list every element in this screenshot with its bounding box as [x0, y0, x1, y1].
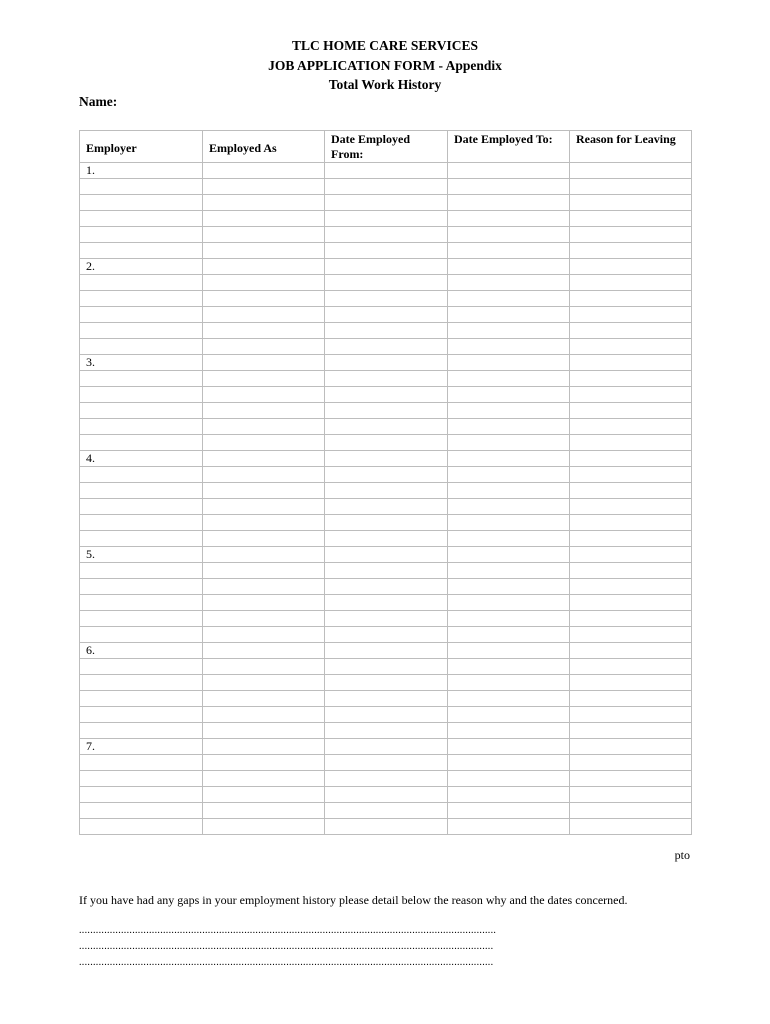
table-cell[interactable]	[570, 531, 692, 547]
table-cell[interactable]	[203, 707, 325, 723]
table-cell[interactable]	[325, 707, 448, 723]
table-cell[interactable]	[448, 643, 570, 659]
table-cell[interactable]	[325, 643, 448, 659]
table-cell[interactable]	[325, 227, 448, 243]
table-cell[interactable]	[448, 451, 570, 467]
table-cell[interactable]	[448, 355, 570, 371]
table-cell[interactable]	[203, 323, 325, 339]
table-row	[80, 659, 692, 675]
table-cell[interactable]	[570, 547, 692, 563]
table-cell[interactable]	[80, 435, 203, 451]
table-cell[interactable]	[325, 355, 448, 371]
table-cell[interactable]	[570, 435, 692, 451]
entry-number: 2.	[80, 259, 203, 275]
column-header-date-to: Date Employed To:	[448, 131, 570, 163]
table-cell[interactable]	[80, 243, 203, 259]
table-cell[interactable]	[325, 259, 448, 275]
table-cell[interactable]	[448, 707, 570, 723]
work-history-table	[79, 130, 692, 835]
entry-number: 7.	[80, 739, 203, 755]
table-cell[interactable]	[448, 579, 570, 595]
table-cell[interactable]	[325, 499, 448, 515]
table-row	[80, 179, 692, 195]
table-cell[interactable]	[80, 339, 203, 355]
table-cell[interactable]	[203, 307, 325, 323]
table-cell[interactable]	[570, 291, 692, 307]
table-row	[80, 323, 692, 339]
table-cell[interactable]	[203, 435, 325, 451]
section-title: Total Work History	[328, 77, 442, 92]
table-row	[80, 515, 692, 531]
table-cell[interactable]	[80, 211, 203, 227]
table-cell[interactable]	[570, 771, 692, 787]
table-cell[interactable]	[448, 323, 570, 339]
table-cell[interactable]	[325, 803, 448, 819]
table-cell[interactable]	[448, 163, 570, 179]
table-cell[interactable]	[203, 595, 325, 611]
table-cell[interactable]	[203, 387, 325, 403]
table-cell[interactable]	[203, 243, 325, 259]
table-cell[interactable]	[448, 531, 570, 547]
table-cell[interactable]	[325, 787, 448, 803]
table-cell[interactable]	[448, 259, 570, 275]
table-cell[interactable]	[80, 659, 203, 675]
table-cell[interactable]	[570, 259, 692, 275]
table-cell[interactable]	[570, 371, 692, 387]
table-row	[80, 259, 692, 275]
table-cell[interactable]	[570, 243, 692, 259]
table-cell[interactable]	[325, 291, 448, 307]
table-cell[interactable]	[325, 451, 448, 467]
table-cell[interactable]	[570, 499, 692, 515]
table-cell[interactable]	[448, 371, 570, 387]
table-cell[interactable]	[203, 163, 325, 179]
entry-number: 3.	[80, 355, 203, 371]
table-cell[interactable]	[203, 611, 325, 627]
table-cell[interactable]	[325, 515, 448, 531]
table-cell[interactable]	[80, 611, 203, 627]
table-cell[interactable]	[325, 819, 448, 835]
table-cell[interactable]	[448, 419, 570, 435]
table-cell[interactable]	[448, 387, 570, 403]
table-cell[interactable]	[325, 163, 448, 179]
table-cell[interactable]	[448, 291, 570, 307]
table-row	[80, 435, 692, 451]
table-cell[interactable]	[570, 739, 692, 755]
table-cell[interactable]	[203, 291, 325, 307]
table-cell[interactable]	[80, 723, 203, 739]
table-cell[interactable]	[203, 803, 325, 819]
table-cell[interactable]	[203, 227, 325, 243]
table-cell[interactable]	[325, 563, 448, 579]
table-cell[interactable]	[448, 803, 570, 819]
table-row	[80, 243, 692, 259]
table-cell[interactable]	[570, 723, 692, 739]
table-cell[interactable]	[570, 355, 692, 371]
table-row	[80, 419, 692, 435]
table-cell[interactable]	[203, 467, 325, 483]
column-header-reason-for-leaving: Reason for Leaving	[570, 131, 692, 163]
table-cell[interactable]	[325, 403, 448, 419]
table-cell[interactable]	[80, 419, 203, 435]
table-row	[80, 803, 692, 819]
table-cell[interactable]	[570, 659, 692, 675]
table-row	[80, 499, 692, 515]
table-row	[80, 339, 692, 355]
table-row	[80, 195, 692, 211]
table-cell[interactable]	[325, 387, 448, 403]
form-header	[0, 36, 770, 95]
table-cell[interactable]	[203, 483, 325, 499]
table-cell[interactable]	[325, 211, 448, 227]
table-cell[interactable]	[325, 547, 448, 563]
table-cell[interactable]	[448, 595, 570, 611]
table-cell[interactable]	[448, 563, 570, 579]
table-cell[interactable]	[570, 275, 692, 291]
table-cell[interactable]	[570, 211, 692, 227]
table-cell[interactable]	[80, 179, 203, 195]
table-cell[interactable]	[325, 323, 448, 339]
table-row	[80, 563, 692, 579]
table-cell[interactable]	[203, 547, 325, 563]
table-cell[interactable]	[325, 371, 448, 387]
table-cell[interactable]	[325, 579, 448, 595]
table-cell[interactable]	[325, 723, 448, 739]
table-cell[interactable]	[448, 787, 570, 803]
table-cell[interactable]	[570, 323, 692, 339]
table-cell[interactable]	[570, 819, 692, 835]
table-cell[interactable]	[203, 787, 325, 803]
table-cell[interactable]	[325, 771, 448, 787]
table-cell[interactable]	[448, 403, 570, 419]
table-cell[interactable]	[80, 563, 203, 579]
table-cell[interactable]	[80, 227, 203, 243]
table-cell[interactable]	[80, 675, 203, 691]
table-row	[80, 547, 692, 563]
table-row	[80, 675, 692, 691]
table-cell[interactable]	[448, 483, 570, 499]
table-cell[interactable]	[570, 707, 692, 723]
table-cell[interactable]	[203, 355, 325, 371]
table-cell[interactable]	[203, 643, 325, 659]
table-cell[interactable]	[203, 195, 325, 211]
table-cell[interactable]	[203, 739, 325, 755]
pto-note: pto	[674, 848, 690, 862]
table-cell[interactable]	[203, 771, 325, 787]
table-cell[interactable]	[80, 579, 203, 595]
table-cell[interactable]	[448, 691, 570, 707]
table-cell[interactable]	[80, 307, 203, 323]
table-cell[interactable]	[570, 803, 692, 819]
table-cell[interactable]	[570, 403, 692, 419]
table-cell[interactable]	[570, 563, 692, 579]
table-cell[interactable]	[203, 179, 325, 195]
table-cell[interactable]	[325, 435, 448, 451]
table-cell[interactable]	[448, 499, 570, 515]
table-cell[interactable]	[325, 659, 448, 675]
table-cell[interactable]	[80, 771, 203, 787]
table-cell[interactable]	[325, 275, 448, 291]
table-row	[80, 691, 692, 707]
table-cell[interactable]	[570, 787, 692, 803]
table-cell[interactable]	[80, 755, 203, 771]
table-cell[interactable]	[80, 371, 203, 387]
table-cell[interactable]	[325, 675, 448, 691]
table-cell[interactable]	[448, 275, 570, 291]
table-row	[80, 579, 692, 595]
table-cell[interactable]	[570, 675, 692, 691]
table-cell[interactable]	[570, 483, 692, 499]
answer-line-2[interactable]: ....................................................................................................................................................	[79, 942, 494, 952]
table-cell[interactable]	[448, 739, 570, 755]
table-cell[interactable]	[570, 579, 692, 595]
table-cell[interactable]	[80, 291, 203, 307]
table-cell[interactable]	[80, 803, 203, 819]
table-cell[interactable]	[80, 515, 203, 531]
table-cell[interactable]	[448, 307, 570, 323]
table-cell[interactable]	[448, 659, 570, 675]
table-cell[interactable]	[448, 195, 570, 211]
table-row	[80, 755, 692, 771]
table-cell[interactable]	[448, 547, 570, 563]
table-cell[interactable]	[325, 467, 448, 483]
table-cell[interactable]	[325, 691, 448, 707]
table-cell[interactable]	[448, 723, 570, 739]
table-cell[interactable]	[80, 531, 203, 547]
table-cell[interactable]	[203, 531, 325, 547]
table-cell[interactable]	[203, 419, 325, 435]
table-cell[interactable]	[448, 467, 570, 483]
table-cell[interactable]	[325, 307, 448, 323]
table-cell[interactable]	[448, 771, 570, 787]
table-row	[80, 227, 692, 243]
table-cell[interactable]	[325, 339, 448, 355]
table-cell[interactable]	[80, 467, 203, 483]
table-row	[80, 771, 692, 787]
table-cell[interactable]	[570, 467, 692, 483]
table-cell[interactable]	[80, 787, 203, 803]
table-cell[interactable]	[448, 755, 570, 771]
table-cell[interactable]	[570, 179, 692, 195]
table-row	[80, 163, 692, 179]
entry-number: 1.	[80, 163, 203, 179]
table-row	[80, 371, 692, 387]
table-row	[80, 819, 692, 835]
table-cell[interactable]	[570, 227, 692, 243]
table-header-row	[80, 131, 692, 163]
table-cell[interactable]	[80, 627, 203, 643]
table-cell[interactable]	[570, 627, 692, 643]
table-row	[80, 787, 692, 803]
column-header-date-from: Date Employed From:	[325, 131, 448, 163]
table-row	[80, 723, 692, 739]
table-cell[interactable]	[80, 275, 203, 291]
table-row	[80, 611, 692, 627]
table-cell[interactable]	[325, 627, 448, 643]
table-row	[80, 403, 692, 419]
table-row	[80, 627, 692, 643]
table-cell[interactable]	[203, 755, 325, 771]
table-cell[interactable]	[80, 403, 203, 419]
table-row	[80, 595, 692, 611]
table-cell[interactable]	[325, 595, 448, 611]
table-cell[interactable]	[80, 323, 203, 339]
table-row	[80, 275, 692, 291]
table-cell[interactable]	[570, 387, 692, 403]
table-cell[interactable]	[570, 307, 692, 323]
table-row	[80, 739, 692, 755]
table-cell[interactable]	[325, 195, 448, 211]
entry-number: 5.	[80, 547, 203, 563]
table-row	[80, 483, 692, 499]
table-cell[interactable]	[203, 659, 325, 675]
table-row	[80, 211, 692, 227]
table-cell[interactable]	[448, 515, 570, 531]
table-cell[interactable]	[448, 211, 570, 227]
table-cell[interactable]	[203, 515, 325, 531]
table-cell[interactable]	[80, 499, 203, 515]
table-cell[interactable]	[80, 387, 203, 403]
table-cell[interactable]	[448, 627, 570, 643]
table-cell[interactable]	[325, 243, 448, 259]
table-cell[interactable]	[448, 819, 570, 835]
answer-line-3[interactable]: ....................................................................................................................................................	[79, 958, 494, 968]
table-row	[80, 467, 692, 483]
name-label: Name:	[79, 94, 118, 109]
table-cell[interactable]	[448, 675, 570, 691]
table-cell[interactable]	[203, 211, 325, 227]
table-cell[interactable]	[325, 739, 448, 755]
table-cell[interactable]	[570, 643, 692, 659]
table-cell[interactable]	[203, 675, 325, 691]
form-title: JOB APPLICATION FORM - Appendix	[268, 57, 502, 73]
table-cell[interactable]	[570, 515, 692, 531]
table-cell[interactable]	[325, 611, 448, 627]
table-cell[interactable]	[203, 499, 325, 515]
table-cell[interactable]	[203, 563, 325, 579]
table-cell[interactable]	[570, 419, 692, 435]
entry-number: 6.	[80, 643, 203, 659]
table-cell[interactable]	[80, 691, 203, 707]
column-header-employer: Employer	[80, 131, 203, 163]
table-cell[interactable]	[570, 691, 692, 707]
table-cell[interactable]	[203, 691, 325, 707]
table-cell[interactable]	[203, 819, 325, 835]
table-cell[interactable]	[203, 339, 325, 355]
table-row	[80, 307, 692, 323]
table-cell[interactable]	[203, 579, 325, 595]
table-cell[interactable]	[203, 451, 325, 467]
table-cell[interactable]	[80, 195, 203, 211]
table-cell[interactable]	[570, 595, 692, 611]
table-cell[interactable]	[325, 419, 448, 435]
table-cell[interactable]	[203, 259, 325, 275]
gaps-instruction: If you have had any gaps in your employment history please detail below the reason why and the dates concerned.	[79, 893, 628, 907]
table-cell[interactable]	[448, 227, 570, 243]
table-row	[80, 387, 692, 403]
table-cell[interactable]	[448, 243, 570, 259]
table-cell[interactable]	[448, 179, 570, 195]
table-cell[interactable]	[570, 339, 692, 355]
table-row	[80, 291, 692, 307]
table-cell[interactable]	[203, 723, 325, 739]
table-cell[interactable]	[570, 195, 692, 211]
table-cell[interactable]	[203, 371, 325, 387]
answer-line-1[interactable]: .....................................................................................................................................................	[79, 926, 497, 936]
table-cell[interactable]	[570, 163, 692, 179]
table-cell[interactable]	[570, 451, 692, 467]
table-row	[80, 707, 692, 723]
entry-number: 4.	[80, 451, 203, 467]
table-cell[interactable]	[203, 275, 325, 291]
table-cell[interactable]	[203, 627, 325, 643]
table-row	[80, 531, 692, 547]
table-cell[interactable]	[325, 483, 448, 499]
table-cell[interactable]	[80, 707, 203, 723]
table-cell[interactable]	[203, 403, 325, 419]
table-cell[interactable]	[80, 819, 203, 835]
table-cell[interactable]	[448, 435, 570, 451]
column-header-employed-as: Employed As	[203, 131, 325, 163]
table-cell[interactable]	[325, 755, 448, 771]
table-body	[80, 163, 692, 835]
table-cell[interactable]	[325, 531, 448, 547]
table-row	[80, 355, 692, 371]
table-cell[interactable]	[570, 611, 692, 627]
table-cell[interactable]	[80, 483, 203, 499]
table-cell[interactable]	[570, 755, 692, 771]
table-cell[interactable]	[448, 339, 570, 355]
table-row	[80, 643, 692, 659]
table-cell[interactable]	[325, 179, 448, 195]
company-name: TLC HOME CARE SERVICES	[292, 38, 478, 53]
table-cell[interactable]	[80, 595, 203, 611]
table-cell[interactable]	[448, 611, 570, 627]
table-row	[80, 451, 692, 467]
